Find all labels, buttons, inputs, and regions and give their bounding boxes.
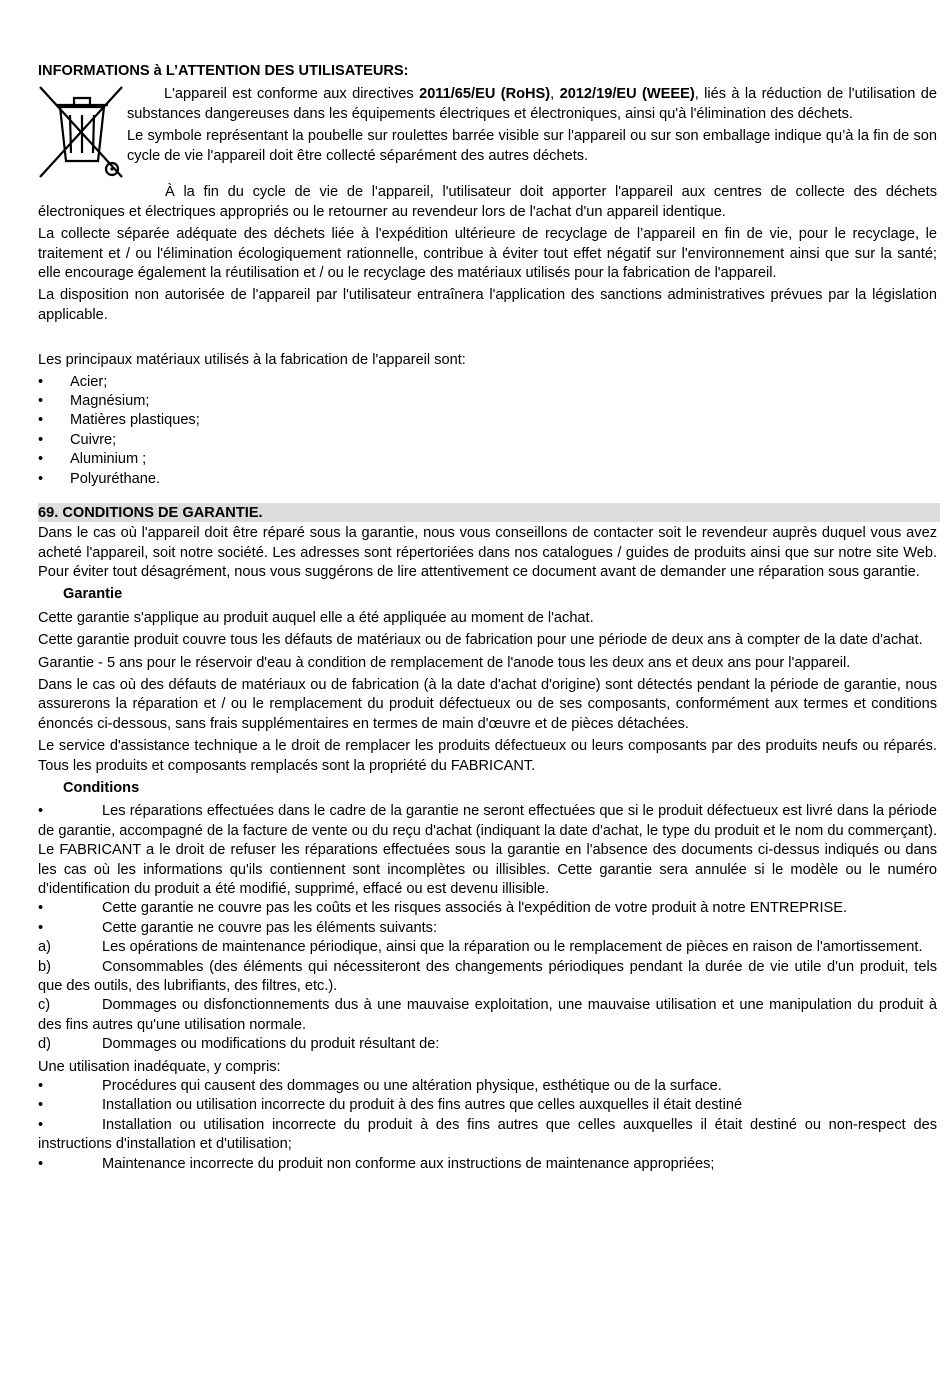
exclusion-item-a: a) Les opérations de maintenance périodique, ainsi que la réparation ou le remplacement de pièces en raison de l'amortissement. <box>38 939 923 956</box>
warranty-intro: Dans le cas où l'appareil doit être réparé sous la garantie, nous vous conseillons de contacter soit le revendeur auprès duquel vous avez acheté l'appareil, soit notre société. Les adresses sont répertoriées dans nos catalogues / guides de produits ainsi que sur notre site Web. Pour éviter tout désagrément, nous vous suggérons de lire attentivement ce document avant de demander une réparation sous garantie. <box>38 525 937 580</box>
weee-block <box>38 85 937 179</box>
list-item: • Cuivre; <box>38 431 937 450</box>
weee-directive: 2012/19/EU (WEEE) <box>559 86 695 103</box>
list-item: • Polyuréthane. <box>38 470 937 489</box>
conditions-subheading: Conditions <box>63 779 140 796</box>
list-item: • Acier; <box>38 373 937 392</box>
crossed-bin-icon <box>38 85 126 179</box>
improper-use-item: • Maintenance incorrecte du produit non conforme aux instructions de maintenance appropriées; <box>38 1155 715 1172</box>
improper-use-item: • Installation ou utilisation incorrecte du produit à des fins autres que celles auxquelles il était destiné ou non-respect des instructions d'installation et d'utilisation; <box>38 1116 937 1153</box>
info-heading: INFORMATIONS à L’ATTENTION DES UTILISATEURS: <box>38 63 409 79</box>
improper-use-item: • Procédures qui causent des dommages ou une altération physique, esthétique ou de la surface. <box>38 1078 722 1095</box>
warranty-paragraph: Garantie - 5 ans pour le réservoir d'eau à condition de remplacement de l'anode tous les deux ans et deux ans pour l'appareil. <box>38 654 851 671</box>
document-page <box>38 62 937 1174</box>
list-item: • Aluminium ; <box>38 450 937 469</box>
list-item: • Magnésium; <box>38 392 937 411</box>
improper-use-intro: Une utilisation inadéquate, y compris: <box>38 1058 281 1075</box>
exclusion-item-c: c) Dommages ou disfonctionnements dus à une mauvaise exploitation, une mauvaise utilisation et une manipulation du produit à des fins autres qu'une utilisation normale. <box>38 997 937 1033</box>
exclusion-item-b: b) Consommables (des éléments qui nécessiteront des changements périodiques pendant la durée de vie utile d'un produit, tels que des outils, des lubrifiants, des filtres, etc.). <box>38 958 937 995</box>
bin-symbol-paragraph: Le symbole représentant la poubelle sur roulettes barrée visible sur l'appareil ou sur son emballage indique qu’à la fin de son cycle de vie l'appareil doit être collecté séparément des autres déchets. <box>127 128 937 164</box>
weee-text <box>127 85 937 179</box>
condition-item: • Cette garantie ne couvre pas les éléments suivants: <box>38 919 438 936</box>
separate-collection-paragraph: La collecte séparée adéquate des déchets liée à l'expédition ultérieure de recyclage de l’appareil en fin de vie, pour le recyclage, le traitement et / ou l'élimination écologiquement rationnelle, contribue à éviter tout effet négatif sur l'environnement ainsi que sur la santé; elle encourage également la réutilisation et / ou le recyclage des matériaux utilisés pour la fabrication de l'appareil. <box>38 226 937 282</box>
warranty-section-heading: 69. CONDITIONS DE GARANTIE. <box>38 503 940 522</box>
warranty-paragraph: Cette garantie produit couvre tous les défauts de matériaux ou de fabrication pour une période de deux ans à compter de la date d'achat. <box>38 632 923 649</box>
list-item: • Matières plastiques; <box>38 411 937 430</box>
warranty-paragraph: Le service d'assistance technique a le droit de remplacer les produits défectueux ou leurs composants par des produits neufs ou réparés. Tous les produits et composants remplacés sont la propriété du FABRICANT. <box>38 738 937 774</box>
unauthorized-disposal-paragraph: La disposition non autorisée de l'appareil par l'utilisateur entraînera l'application des sanctions administratives prévues par la législation applicable. <box>38 287 937 323</box>
directive-paragraph: L'appareil est conforme aux directives 2011/65/EU (RoHS), 2012/19/EU (WEEE), liés à la réduction de l'utilisation de substances dangereuses dans les équipements électriques et électroniques, ainsi qu'à l'élimination des déchets. <box>127 86 937 122</box>
condition-item: • Les réparations effectuées dans le cadre de la garantie ne seront effectuées que si le produit défectueux est livré dans la période de garantie, accompagné de la facture de vente ou du reçu d'achat (indiquant la date d'achat, le type du produit et le nom du commerçant). Le FABRICANT a le droit de refuser les réparations effectuées sous la garantie en l'absence des documents ci-dessus indiqués ou dans les cas où les informations qu'ils contiennent sont incomplètes ou illisibles. Cette garantie sera annulée si le modèle ou le numéro d'identification du produit a été modifié, supprimé, effacé ou est devenu illisible. <box>38 803 937 897</box>
warranty-paragraph: Dans le cas où des défauts de matériaux ou de fabrication (à la date d'achat d'origine) sont détectés pendant la période de garantie, nous assurerons la réparation et / ou le remplacement du produit défectueux ou de ses composants, conformément aux termes et conditions énoncés ci-dessous, sans frais supplémentaires en termes de main d'œuvre et de pièces détachées. <box>38 676 937 732</box>
materials-list <box>38 373 937 489</box>
garantie-subheading: Garantie <box>63 586 123 603</box>
end-of-life-paragraph: À la fin du cycle de vie de l'appareil, l'utilisateur doit apporter l'appareil aux centres de collecte des déchets électroniques et électriques appropriés ou le retourner au revendeur lors de l'achat d'un appareil identique. <box>38 184 937 220</box>
exclusion-item-d: d) Dommages ou modifications du produit résultant de: <box>38 1036 440 1053</box>
materials-intro: Les principaux matériaux utilisés à la fabrication de l'appareil sont: <box>38 352 466 369</box>
condition-item: • Cette garantie ne couvre pas les coûts et les risques associés à l'expédition de votre produit à notre ENTREPRISE. <box>38 900 848 917</box>
warranty-paragraph: Cette garantie s'applique au produit auquel elle a été appliquée au moment de l'achat. <box>38 609 594 626</box>
improper-use-item: • Installation ou utilisation incorrecte du produit à des fins autres que celles auxquelles il était destiné <box>38 1097 743 1114</box>
rohs-directive: 2011/65/EU (RoHS) <box>419 86 551 103</box>
